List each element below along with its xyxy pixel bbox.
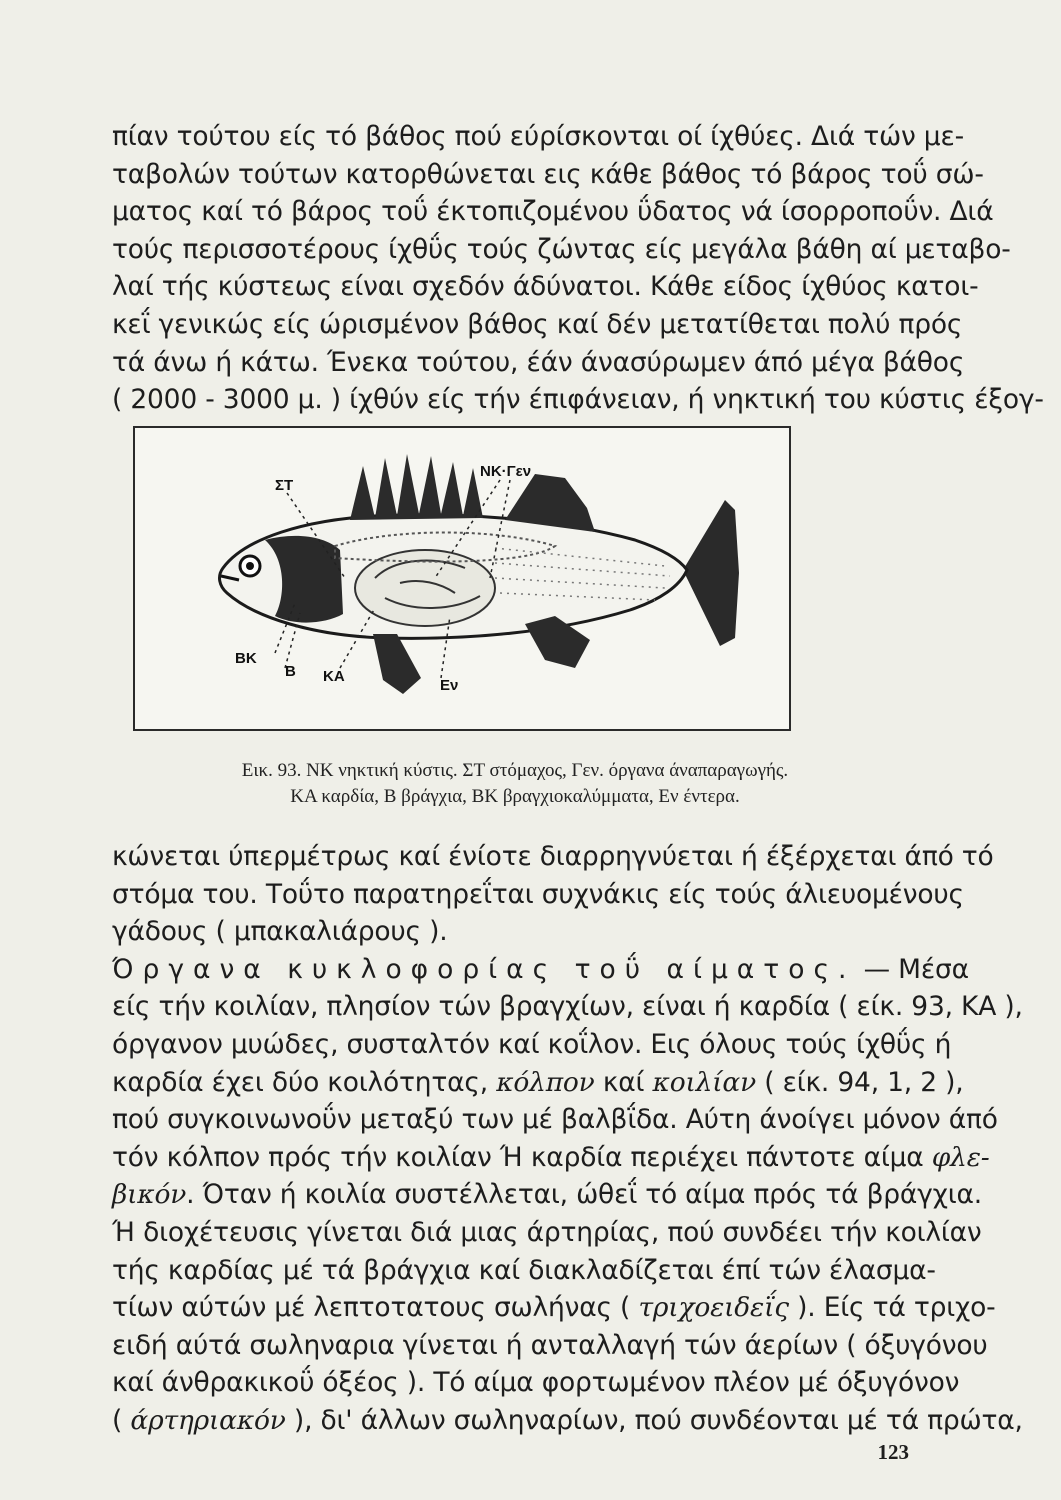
term-kolpon: κόλπον — [496, 1066, 595, 1098]
text-line: τής καρδίας μέ τά βράγχια καί διακλαδίζεται έπί τών έλασμα- — [112, 1254, 936, 1286]
text-line: πού συγκοινωνοΰν μεταξύ των μέ βαλβΐδα. Αύτη άνοίγει μόνον άπό — [112, 1104, 998, 1136]
text-line — [112, 1064, 964, 1102]
page-number: 123 — [877, 1440, 909, 1464]
text-line: ( 2000 - 3000 μ. ) ίχθύν είς τήν έπιφάνειαν, ή νηκτική του κύστις έξογ- — [112, 384, 1044, 416]
text-line: πίαν τούτου είς τό βάθος πού εύρίσκονται οί ίχθύες. Διά τών με- — [112, 121, 964, 152]
text-line: κεΐ γενικώς είς ώρισμένον βάθος καί δέν μετατίθεται πολύ πρός — [112, 308, 963, 340]
text-line: ειδή αύτά σωληναρια γίνεται ή ανταλλαγή τών άερίων ( όξυγόνου — [112, 1329, 988, 1361]
fish-anatomy-figure — [133, 426, 791, 731]
tail-fin — [683, 500, 739, 646]
text-fragment: τίων αύτών μέ λεπτοτατους σωλήνας ( — [112, 1292, 639, 1324]
term-trichoeideis: τριχοειδεΐς — [638, 1292, 789, 1324]
text-fragment: ( — [112, 1404, 131, 1436]
text-line — [112, 951, 969, 989]
label-en: Εν — [440, 677, 459, 694]
text-line: ματος καί τό βάρος τοΰ έκτοπιζομένου ΰδατος νά ίσορροποΰν. Διά — [112, 196, 994, 228]
fish-illustration — [135, 428, 789, 729]
text-line: στόμα του. Τοΰτο παρατηρεΐται συχνάκις είς τούς άλιευομένους — [112, 878, 964, 910]
term-koilian: κοιλίαν — [652, 1066, 757, 1098]
text-line — [112, 1139, 990, 1177]
text-fragment: ), δι' άλλων σωληναρίων, πού συνδέονται μέ τά πρώτα, — [285, 1404, 1023, 1436]
text-line: τά άνω ή κάτω. Ένεκα τούτου, έάν άνασύρωμεν άπό μέγα βάθος — [112, 346, 965, 378]
text-line: είς τήν κοιλίαν, πλησίον τών βραγχίων, είναι ή καρδία ( είκ. 93, ΚΑ ), — [112, 991, 1023, 1023]
section-heading: Όργανα κυκλοφορίας τοΰ αίματος. — [112, 953, 856, 985]
text-line — [112, 1176, 983, 1214]
label-ka: ΚΑ — [323, 668, 345, 685]
term-flev: φλε- — [931, 1141, 990, 1173]
dorsal-fin-spiny — [350, 454, 483, 520]
pupil — [246, 562, 254, 570]
text-fragment: τόν κόλπον πρός τήν κοιλίαν Ή καρδία περιέχει πάντοτε αίμα — [112, 1141, 932, 1173]
text-line — [112, 1289, 996, 1327]
text-fragment: — Μέσα — [855, 953, 969, 985]
text-line: όργανον μυώδες, συσταλτόν καί κοΐλον. Εις όλους τούς ίχθΰς ή — [112, 1028, 952, 1060]
label-bk: ΒΚ — [235, 650, 257, 667]
text-line: καί άνθρακικοΰ όξέος ). Τό αίμα φορτωμένον πλέον μέ όξυγόνον — [112, 1367, 960, 1399]
text-fragment: καί — [594, 1066, 653, 1098]
figure-caption-line1: Εικ. 93. ΝΚ νηκτική κύστις. ΣΤ στόμαχος, Γεν. όργανα άναπαραγωγής. — [241, 760, 789, 781]
text-line: τούς περισσοτέρους ίχθΰς τούς ζώντας είς μεγάλα βάθη αί μεταβο- — [112, 233, 1011, 265]
text-line: λαί τής κύστεως είναι σχεδόν άδύνατοι. Κάθε είδος ίχθύος κατοι- — [112, 271, 979, 303]
text-fragment: ( είκ. 94, 1, 2 ), — [756, 1066, 964, 1098]
label-st: ΣΤ — [275, 477, 294, 494]
text-fragment: καρδία έχει δύο κοιλότητας, — [112, 1066, 497, 1098]
term-arteriakon: άρτηριακόν — [130, 1404, 286, 1436]
figure-caption-line2: ΚΑ καρδία, Β βράγχια, ΒΚ βραγχιοκαλύμματα, Εν έντερα. — [290, 786, 740, 807]
label-b: Β — [285, 663, 296, 680]
text-fragment: ). Είς τά τριχο- — [788, 1292, 996, 1324]
text-line: Ή διοχέτευσις γίνεται διά μιας άρτηρίας, πού συνδέει τήν κοιλίαν — [112, 1216, 982, 1248]
label-nk-gen: ΝΚ·Γεν — [480, 463, 532, 480]
text-line: κώνεται ύπερμέτρως καί ένίοτε διαρρηγνύεται ή έξέρχεται άπό τό — [112, 841, 994, 872]
text-line: γάδους ( μπακαλιάρους ). — [112, 916, 448, 948]
bottom-paragraph — [112, 838, 1023, 1440]
pelvic-fin — [373, 634, 421, 694]
text-fragment: . Όταν ή κοιλία συστέλλεται, ώθεΐ τό αίμα πρός τά βράγχια. — [186, 1179, 983, 1211]
text-line: ταβολών τούτων κατορθώνεται εις κάθε βάθος τό βάρος τοΰ σώ- — [112, 158, 984, 190]
text-line — [112, 1402, 1023, 1440]
top-paragraph — [112, 118, 1044, 419]
term-flevikon: βικόν — [112, 1179, 187, 1211]
